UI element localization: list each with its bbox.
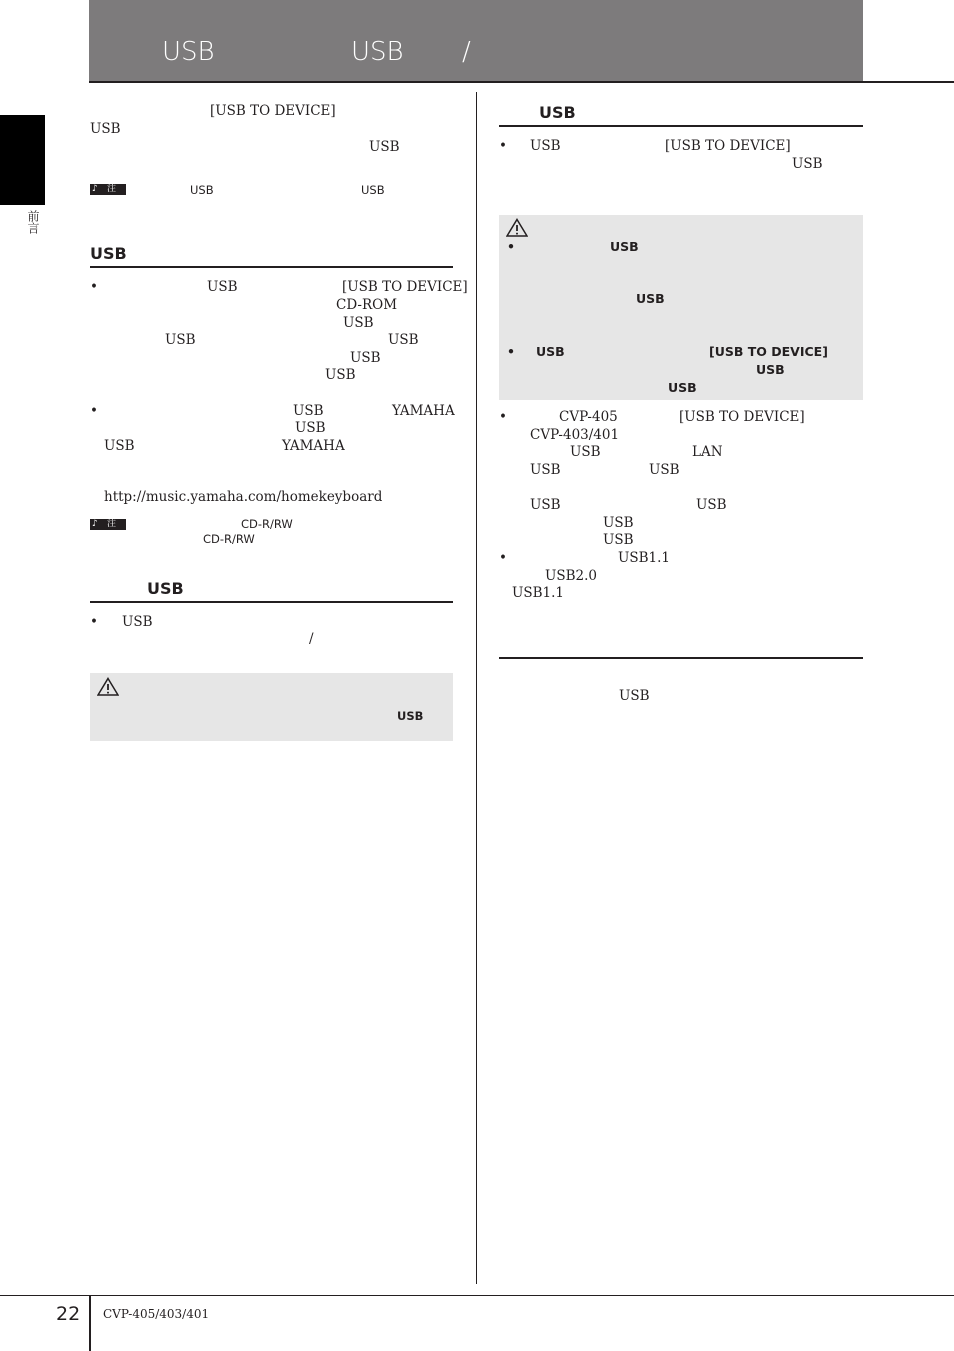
note-tag bbox=[90, 184, 126, 195]
text-slash: / bbox=[309, 631, 314, 647]
page-title-usb-1: USB bbox=[162, 37, 215, 67]
text-usb: USB bbox=[696, 497, 727, 513]
caution-usb: USB bbox=[756, 362, 785, 377]
text-usb: USB bbox=[350, 350, 381, 366]
warning-icon bbox=[506, 218, 528, 237]
caution-box bbox=[90, 673, 453, 741]
intro-usb-2: USB bbox=[369, 139, 400, 155]
caution-usb: USB bbox=[636, 291, 665, 306]
text-usb: USB bbox=[325, 367, 356, 383]
music-note-icon: ♪ bbox=[92, 184, 98, 194]
page-number: 22 bbox=[56, 1303, 81, 1325]
note2-cdrw-1: CD-R/RW bbox=[241, 517, 293, 531]
text-usb: USB bbox=[295, 420, 326, 436]
caution-usb: USB bbox=[668, 380, 697, 395]
bullet: • bbox=[90, 279, 98, 295]
caution-box bbox=[499, 215, 863, 400]
header-rule bbox=[89, 81, 954, 83]
note1-usb-1: USB bbox=[190, 183, 214, 197]
section-heading-usb-format: USB bbox=[147, 579, 184, 598]
text-usb: USB bbox=[207, 279, 238, 295]
music-note-icon: ♪ bbox=[92, 519, 98, 529]
page-title-slash: / bbox=[462, 37, 471, 67]
note-tag-text: 注 bbox=[107, 184, 117, 194]
bullet: • bbox=[499, 409, 507, 425]
text-usb: USB bbox=[570, 444, 601, 460]
text-model: CVP-405 bbox=[559, 409, 618, 425]
text-cdrom: CD-ROM bbox=[336, 297, 398, 313]
model-name: CVP-405/403/401 bbox=[103, 1307, 210, 1321]
text-usb: USB bbox=[649, 462, 680, 478]
side-tab-label: 前言 bbox=[26, 210, 40, 234]
section-rule bbox=[499, 125, 863, 127]
side-tab bbox=[0, 115, 45, 205]
section-heading-usb-device: USB bbox=[90, 244, 127, 263]
warning-icon bbox=[97, 677, 119, 696]
bullet: • bbox=[90, 403, 98, 419]
text-usb: USB bbox=[603, 515, 634, 531]
text-yamaha: YAMAHA bbox=[392, 403, 455, 419]
caution-usb: USB bbox=[397, 709, 424, 723]
text-usb-version: USB2.0 bbox=[545, 568, 598, 584]
text-usb: USB bbox=[619, 688, 650, 704]
bullet: • bbox=[90, 614, 98, 630]
text-usb: USB bbox=[388, 332, 419, 348]
caution-port-label: [USB TO DEVICE] bbox=[709, 344, 828, 359]
text-usb: USB bbox=[530, 497, 561, 513]
text-usb: USB bbox=[603, 532, 634, 548]
section-rule bbox=[90, 266, 453, 268]
section-heading-usb-storage: USB bbox=[539, 103, 576, 122]
footer-divider bbox=[89, 1295, 91, 1351]
caution-usb: USB bbox=[536, 344, 565, 359]
bullet: • bbox=[507, 239, 515, 254]
text-port-label: [USB TO DEVICE] bbox=[665, 138, 791, 154]
bullet: • bbox=[507, 344, 515, 359]
note-tag-text: 注 bbox=[107, 519, 117, 529]
note2-cdrw-2: CD-R/RW bbox=[203, 532, 255, 546]
bullet: • bbox=[499, 550, 507, 566]
text-lan: LAN bbox=[692, 444, 723, 460]
intro-usb-1: USB bbox=[90, 121, 121, 137]
section-rule bbox=[90, 601, 453, 603]
note-tag bbox=[90, 519, 126, 530]
text-usb: USB bbox=[104, 438, 135, 454]
column-divider bbox=[476, 92, 477, 1284]
bullet: • bbox=[499, 138, 507, 154]
text-usb: USB bbox=[293, 403, 324, 419]
section-rule bbox=[499, 657, 863, 659]
yamaha-url-link[interactable]: http://music.yamaha.com/homekeyboard bbox=[104, 489, 383, 505]
text-model: CVP-403/401 bbox=[530, 427, 620, 443]
text-usb: USB bbox=[530, 138, 561, 154]
intro-port-label: [USB TO DEVICE] bbox=[210, 103, 336, 119]
text-port-label: [USB TO DEVICE] bbox=[342, 279, 468, 295]
note1-usb-2: USB bbox=[361, 183, 385, 197]
text-usb: USB bbox=[792, 156, 823, 172]
footer-rule bbox=[0, 1295, 954, 1296]
text-usb-version: USB1.1 bbox=[618, 550, 671, 566]
text-port-label: [USB TO DEVICE] bbox=[679, 409, 805, 425]
caution-usb: USB bbox=[610, 239, 639, 254]
text-usb: USB bbox=[343, 315, 374, 331]
text-usb: USB bbox=[530, 462, 561, 478]
text-usb: USB bbox=[122, 614, 153, 630]
text-usb: USB bbox=[165, 332, 196, 348]
text-usb-version: USB1.1 bbox=[512, 585, 565, 601]
text-yamaha: YAMAHA bbox=[282, 438, 345, 454]
page-title-usb-2: USB bbox=[351, 37, 404, 67]
